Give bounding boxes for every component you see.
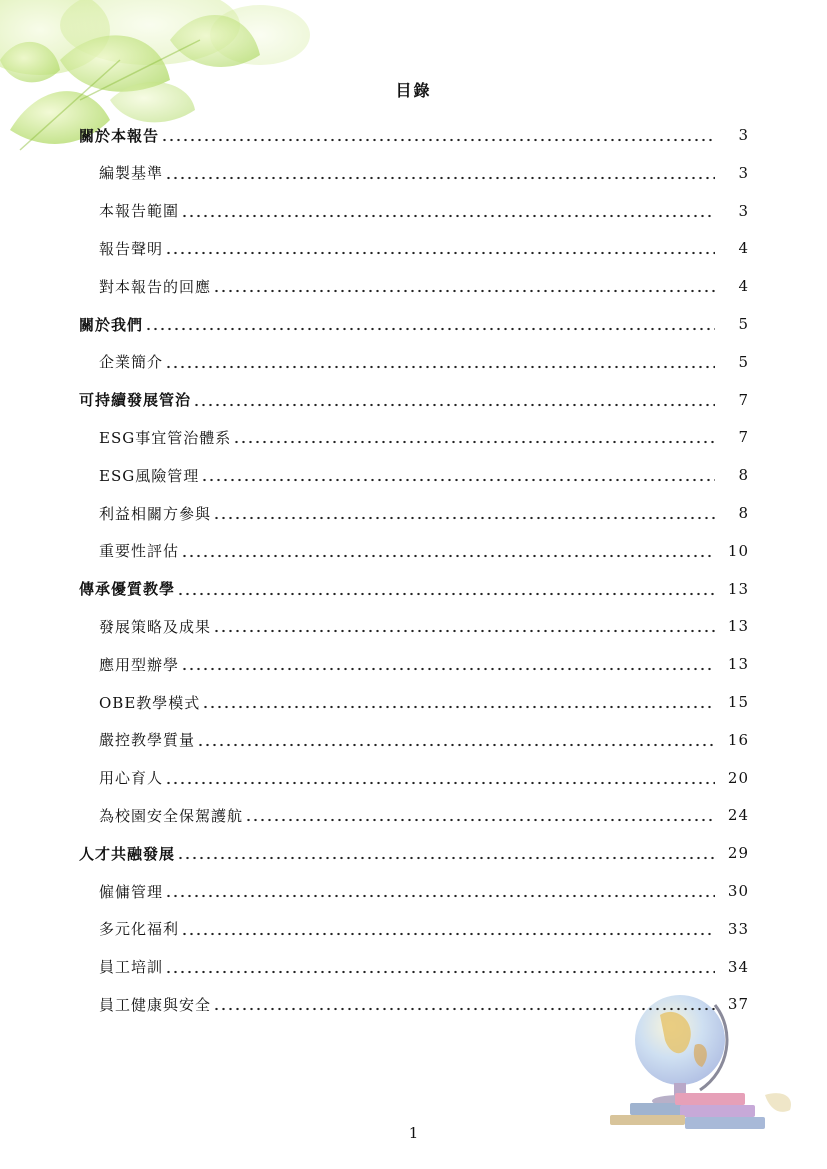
toc-entry-page: 4 <box>738 277 749 296</box>
toc-entry-label: 嚴控教學質量 <box>99 731 196 750</box>
toc-entry-label: OBE教學模式 <box>99 693 201 712</box>
toc-section-entry[interactable] <box>79 305 749 343</box>
dot-leader <box>213 1003 715 1015</box>
toc-entry-page: 30 <box>727 882 749 900</box>
toc-entry-label: 僱傭管理 <box>99 882 164 901</box>
toc-entry-page: 8 <box>738 504 749 522</box>
toc-subsection-entry[interactable] <box>99 985 749 1023</box>
dot-leader <box>213 512 715 524</box>
toc-entry-label: 重要性評估 <box>99 542 180 561</box>
dot-leader <box>165 172 715 184</box>
dot-leader <box>233 436 715 448</box>
toc-entry-label: 編製基準 <box>99 164 164 183</box>
toc-entry-label: 應用型辦學 <box>99 655 180 674</box>
toc-section-entry[interactable] <box>79 116 749 154</box>
toc-entry-page: 33 <box>727 919 749 938</box>
toc-entry-page: 29 <box>727 844 749 863</box>
toc-entry-label: 關於本報告 <box>79 126 160 145</box>
toc-subsection-entry[interactable] <box>99 267 749 305</box>
dot-leader <box>181 663 715 675</box>
toc-entry-page: 7 <box>738 390 749 409</box>
dot-leader <box>161 134 715 146</box>
dot-leader <box>165 777 715 789</box>
dot-leader <box>165 890 715 902</box>
toc-entry-label: 員工健康與安全 <box>99 995 212 1014</box>
toc-entry-page: 5 <box>738 315 749 333</box>
toc-subsection-entry[interactable] <box>99 910 749 948</box>
toc-section-entry[interactable] <box>79 381 749 419</box>
dot-leader <box>145 323 715 335</box>
dot-leader <box>201 474 715 486</box>
toc-entry-label: 發展策略及成果 <box>99 617 212 636</box>
toc-entry-page: 37 <box>727 995 749 1014</box>
page-number: 1 <box>408 1124 419 1142</box>
dot-leader <box>193 399 715 411</box>
toc-subsection-entry[interactable] <box>99 192 749 230</box>
toc-subsection-entry[interactable] <box>99 683 749 721</box>
toc-subsection-entry[interactable] <box>99 154 749 192</box>
toc-entry-label: 用心育人 <box>99 769 164 788</box>
toc-entry-label: ESG事宜管治體系 <box>99 428 232 447</box>
toc-entry-page: 3 <box>738 126 749 144</box>
toc-subsection-entry[interactable] <box>99 796 749 834</box>
toc-subsection-entry[interactable] <box>99 607 749 645</box>
toc-entry-label: 報告聲明 <box>99 239 164 258</box>
toc-subsection-entry[interactable] <box>99 532 749 570</box>
dot-leader <box>165 247 715 259</box>
toc-subsection-entry[interactable] <box>99 418 749 456</box>
toc-entry-page: 20 <box>727 768 749 787</box>
dot-leader <box>197 739 715 751</box>
toc-entry-label: 員工培訓 <box>99 958 164 977</box>
toc-entry-label: 關於我們 <box>79 315 144 334</box>
toc-entry-page: 24 <box>727 806 749 825</box>
toc-entry-label: 利益相關方參與 <box>99 504 212 523</box>
dot-leader <box>181 550 715 562</box>
dot-leader <box>177 852 715 864</box>
toc-subsection-entry[interactable] <box>99 229 749 267</box>
toc-entry-page: 3 <box>738 201 749 220</box>
toc-entry-page: 7 <box>738 428 749 447</box>
toc-subsection-entry[interactable] <box>99 872 749 910</box>
dot-leader <box>181 210 715 222</box>
toc-entry-label: 為校園安全保駕護航 <box>99 806 244 825</box>
page-title: 目錄 <box>395 81 432 100</box>
toc-subsection-entry[interactable] <box>99 721 749 759</box>
toc-section-entry[interactable] <box>79 834 749 872</box>
dot-leader <box>181 928 715 940</box>
toc-entry-page: 13 <box>727 617 749 636</box>
dot-leader <box>165 361 715 373</box>
toc-entry-page: 4 <box>738 239 749 258</box>
toc-entry-page: 8 <box>738 466 749 485</box>
toc-subsection-entry[interactable] <box>99 494 749 532</box>
toc-subsection-entry[interactable] <box>99 948 749 986</box>
toc-entry-label: ESG風險管理 <box>99 466 200 485</box>
toc-subsection-entry[interactable] <box>99 645 749 683</box>
toc-entry-label: 人才共融發展 <box>79 844 176 863</box>
toc-entry-label: 企業簡介 <box>99 353 164 372</box>
dot-leader <box>177 588 715 600</box>
toc-entry-label: 本報告範圍 <box>99 202 180 221</box>
toc-entry-label: 可持續發展管治 <box>79 391 192 410</box>
dot-leader <box>245 814 715 826</box>
toc-entry-page: 5 <box>738 352 749 371</box>
dot-leader <box>213 285 715 297</box>
toc-subsection-entry[interactable] <box>99 343 749 381</box>
toc-entry-label: 多元化福利 <box>99 920 180 939</box>
dot-leader <box>213 625 715 637</box>
toc-entry-page: 34 <box>727 957 749 976</box>
toc-entry-label: 對本報告的回應 <box>99 277 212 296</box>
toc-entry-page: 3 <box>738 163 749 182</box>
toc-entry-label: 傳承優質教學 <box>79 580 176 599</box>
toc-subsection-entry[interactable] <box>99 456 749 494</box>
toc-entry-page: 10 <box>727 541 749 560</box>
toc-section-entry[interactable] <box>79 570 749 608</box>
toc-entry-page: 16 <box>727 730 749 749</box>
toc-entry-page: 13 <box>727 579 749 598</box>
dot-leader <box>165 966 715 978</box>
toc-subsection-entry[interactable] <box>99 759 749 797</box>
toc-entry-page: 13 <box>727 655 749 674</box>
dot-leader <box>202 701 715 713</box>
toc-entry-page: 15 <box>727 693 749 711</box>
